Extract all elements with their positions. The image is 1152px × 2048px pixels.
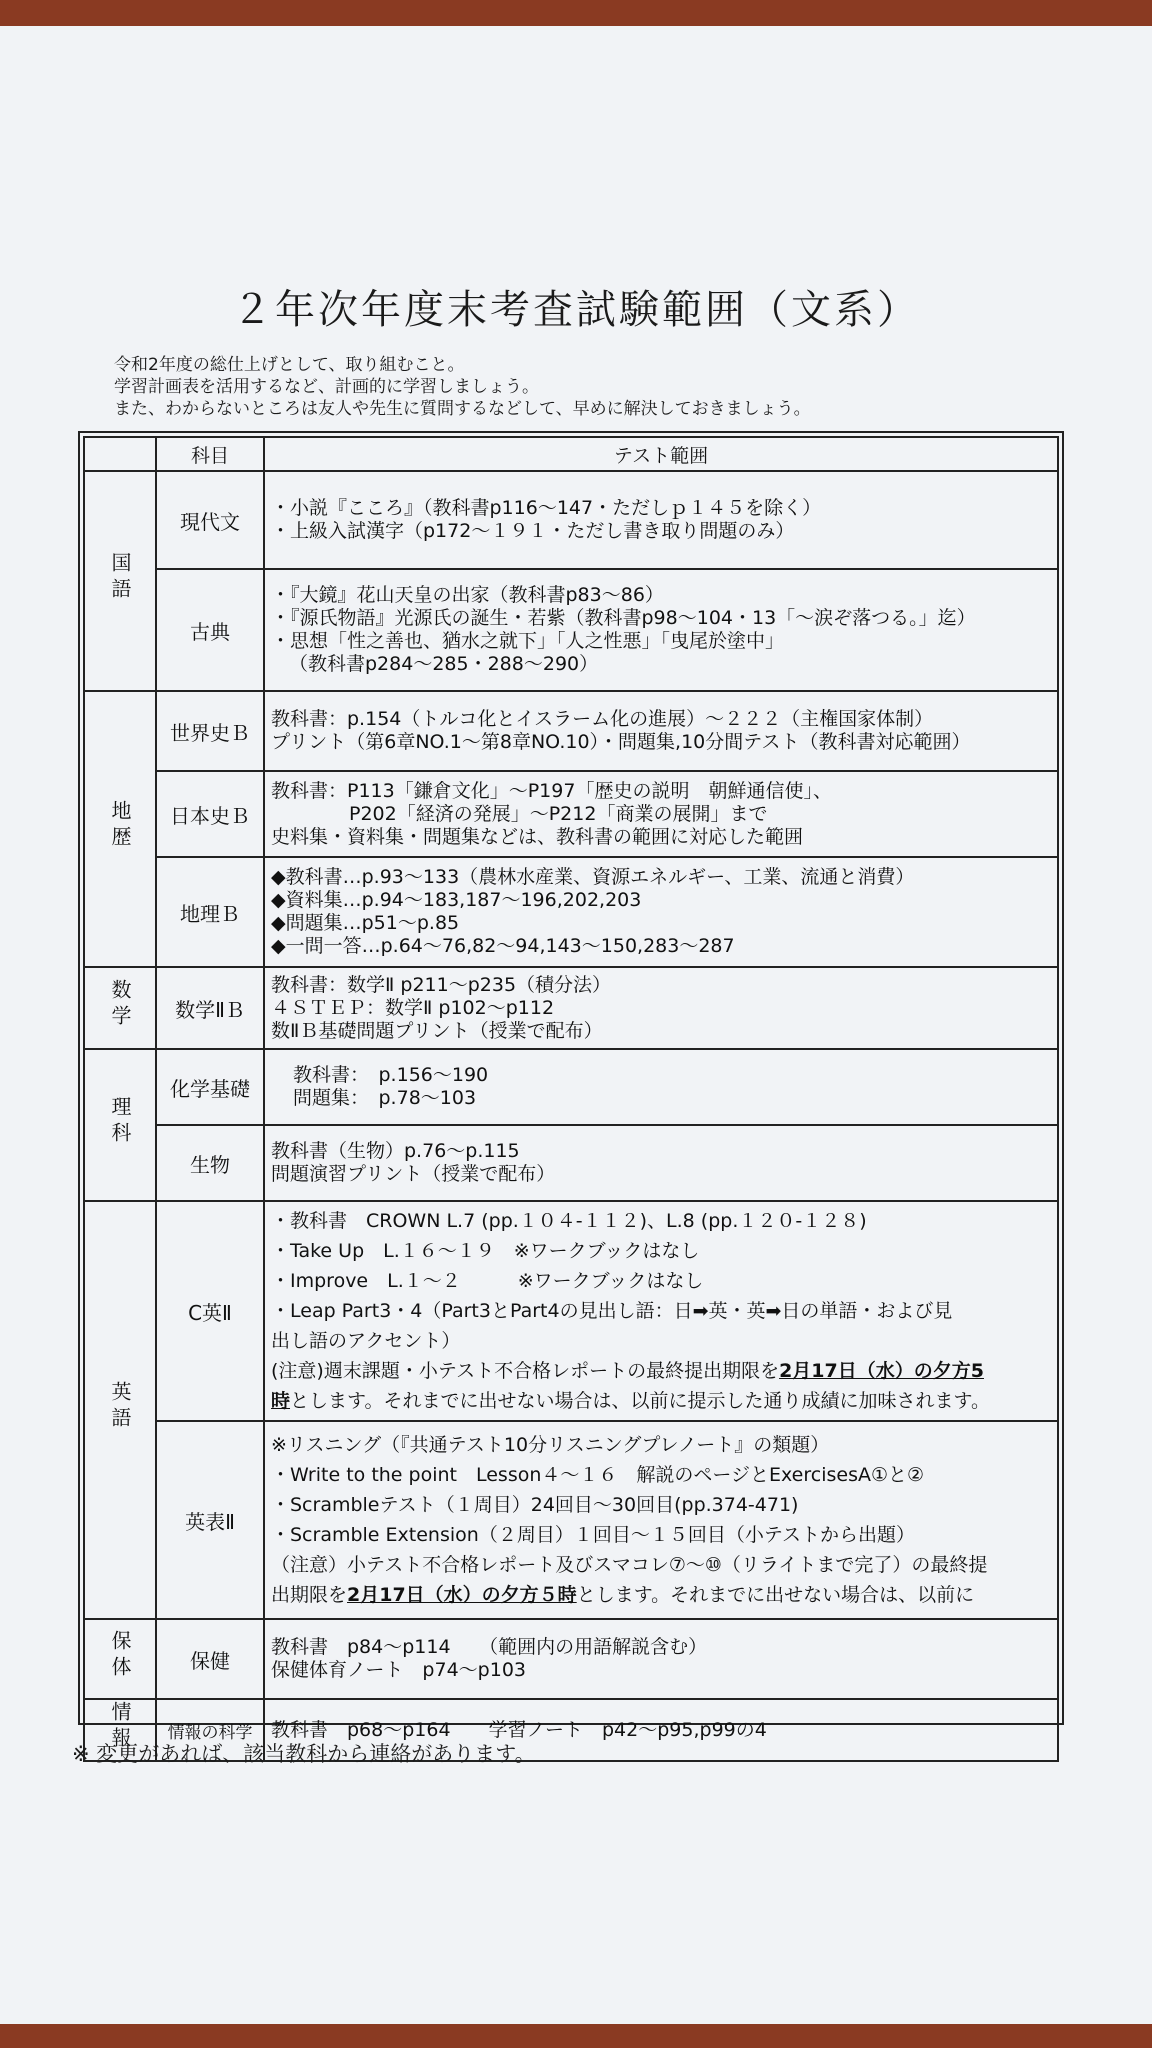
range-line: ・教科書 CROWN L.7 (pp.１０４-１１２)、L.8 (pp.１２０-１２８)	[271, 1210, 867, 1232]
range-line: ・Take Up L.１６～１９ ※ワークブックはなし	[271, 1240, 700, 1262]
range-ceigo	[264, 1201, 1058, 1421]
deadline-note	[271, 1580, 1051, 1610]
category-joho: 情報	[84, 1699, 156, 1761]
table-row	[84, 1049, 1058, 1125]
range-line: （教科書p284～285・288～290）	[289, 653, 599, 675]
category-kokugo: 国語	[84, 471, 156, 691]
note-text: (注意)週末課題・小テスト不合格レポートの最終提出期限を	[271, 1360, 780, 1382]
range-line: ４ＳＴＥＰ：数学Ⅱ p102～p112	[271, 996, 555, 1019]
subject-sugaku: 数学ⅡＢ	[156, 967, 264, 1049]
subject-seibutsu: 生物	[156, 1125, 264, 1201]
range-line: ◆教科書…p.93～133（農林水産業、資源エネルギー、工業、流通と消費）	[271, 866, 915, 888]
range-line: 教科書：P113「鎌倉文化」～P197「歴史の説明 朝鮮通信使」、	[271, 779, 832, 802]
range-line: 教科書：数学Ⅱ p211～p235（積分法）	[271, 973, 612, 996]
category-sugaku: 数学	[84, 967, 156, 1049]
category-hotai: 保体	[84, 1619, 156, 1699]
subject-eihyo: 英表Ⅱ	[156, 1421, 264, 1619]
range-line: 教科書 p68～p164 学習ノート p42～p95,p99の4	[271, 1718, 767, 1741]
note-text: とします。それまでに出せない場合は、以前に提示した通り成績に加味されます。	[290, 1390, 990, 1412]
table-row	[84, 857, 1058, 967]
range-line: ◆問題集…p51～p.85	[271, 912, 460, 934]
category-eigo: 英語	[84, 1201, 156, 1619]
paper-sheet	[0, 26, 1152, 2024]
subject-kagaku: 化学基礎	[156, 1049, 264, 1125]
table-row	[84, 771, 1058, 857]
table-row	[84, 1125, 1058, 1201]
subject-nihonshi: 日本史Ｂ	[156, 771, 264, 857]
deadline-note	[271, 1386, 1051, 1416]
exam-range-table-frame	[78, 431, 1064, 1753]
range-line: 数ⅡＢ基礎問題プリント（授業で配布）	[271, 1019, 603, 1042]
header-subject: 科目	[156, 437, 264, 471]
range-line: ・Write to the point Lesson４～１６ 解説のページとExercisesA①と②	[271, 1464, 925, 1486]
subject-gendaibun: 現代文	[156, 471, 264, 569]
range-sekaishi	[264, 691, 1058, 771]
range-seibutsu	[264, 1125, 1058, 1201]
table-row	[84, 1421, 1058, 1619]
table-row	[84, 569, 1058, 691]
subject-ceigo: C英Ⅱ	[156, 1201, 264, 1421]
intro-line: 令和2年度の総仕上げとして、取り組むこと。	[114, 355, 465, 375]
range-line: ・Improve L.１～２ ※ワークブックはなし	[271, 1270, 704, 1292]
range-eihyo	[264, 1421, 1058, 1619]
subject-hoken: 保健	[156, 1619, 264, 1699]
range-chiri	[264, 857, 1058, 967]
range-kagaku	[264, 1049, 1058, 1125]
deadline-text: 時	[271, 1390, 291, 1412]
subject-joho: 情報の科学	[156, 1699, 264, 1761]
range-line: ・Scrambleテスト（１周目）24回目～30回目(pp.374-471)	[271, 1494, 799, 1516]
table-row	[84, 471, 1058, 569]
range-line: 出し語のアクセント）	[271, 1330, 461, 1352]
range-line: ・小説『こころ』（教科書p116～147・ただしｐ１４５を除く）	[271, 497, 822, 519]
range-koten	[264, 569, 1058, 691]
range-line: 保健体育ノート p74～p103	[271, 1659, 526, 1681]
header-range: テスト範囲	[264, 437, 1058, 471]
range-line: 教科書（生物）p.76～p.115	[271, 1140, 520, 1162]
subject-chiri: 地理Ｂ	[156, 857, 264, 967]
range-line: ・上級入試漢字（p172～１９１・ただし書き取り問題のみ）	[271, 520, 795, 542]
intro-line: また、わからないところは友人や先生に質問するなどして、早めに解決しておきましょう。	[114, 399, 811, 419]
range-line: ・思想「性之善也、猶水之就下」「人之性悪」「曳尾於塗中」	[271, 630, 785, 652]
intro-text	[114, 354, 811, 420]
note-text: とします。それまでに出せない場合は、以前に	[576, 1584, 975, 1606]
exam-range-table	[83, 436, 1059, 1762]
range-line: ◆資料集…p.94～183,187～196,202,203	[271, 889, 642, 911]
range-line: ・『大鏡』花山天皇の出家（教科書p83～86）	[271, 584, 664, 606]
range-line: 教科書 p84～p114 （範囲内の用語解説含む）	[271, 1636, 708, 1658]
note-text: 出期限を	[271, 1584, 348, 1606]
table-row	[84, 1619, 1058, 1699]
range-line: 史料集・資料集・問題集などは、教科書の範囲に対応した範囲	[271, 825, 804, 848]
deadline-note	[271, 1356, 1051, 1386]
subject-koten: 古典	[156, 569, 264, 691]
table-row	[84, 691, 1058, 771]
range-nihonshi	[264, 771, 1058, 857]
range-line: ◆一問一答…p.64～76,82～94,143～150,283～287	[271, 935, 735, 957]
table-header-row	[84, 437, 1058, 471]
subject-sekaishi: 世界史Ｂ	[156, 691, 264, 771]
range-line: （注意）小テスト不合格レポート及びスマコレ⑦～⑩（リライトまで完了）の最終提	[271, 1554, 988, 1576]
range-line: P202「経済の発展」～P212「商業の展開」まで	[349, 802, 768, 825]
header-category	[84, 437, 156, 471]
range-line: ・Scramble Extension（２周目）１回目～１５回目（小テストから出題）	[271, 1524, 916, 1546]
range-line: ・『源氏物語』光源氏の誕生・若紫（教科書p98～104・13「～涙ぞ落つる。」迄）	[271, 607, 976, 629]
range-hoken	[264, 1619, 1058, 1699]
category-rika: 理科	[84, 1049, 156, 1201]
range-sugaku	[264, 967, 1058, 1049]
page-title: ２年次年度末考査試験範囲（文系）	[232, 287, 920, 333]
range-line: 問題集： p.78～103	[293, 1087, 477, 1109]
range-line: ・Leap Part3・4（Part3とPart4の見出し語：日➡英・英➡日の単語・および見	[271, 1300, 953, 1322]
deadline-text: 2月17日（水）の夕方5	[779, 1360, 984, 1382]
range-line: ※リスニング（『共通テスト10分リスニングプレノート』の類題）	[271, 1434, 830, 1456]
table-row	[84, 1201, 1058, 1421]
range-line: 問題演習プリント（授業で配布）	[271, 1163, 556, 1185]
intro-line: 学習計画表を活用するなど、計画的に学習しましょう。	[114, 377, 539, 397]
deadline-text: 2月17日（水）の夕方５時	[347, 1584, 577, 1606]
range-line: 教科書： p.156～190	[293, 1064, 489, 1086]
range-line: プリント（第6章NO.1～第8章NO.10）・問題集,10分間テスト（教科書対応範囲）	[271, 731, 971, 753]
range-line: 教科書：p.154（トルコ化とイスラーム化の進展）～２２２（主権国家体制）	[271, 708, 934, 730]
table-row	[84, 967, 1058, 1049]
footnote: ※ 変更があれば、該当教科から連絡があります。	[72, 1742, 536, 1766]
category-chireki: 地歴	[84, 691, 156, 967]
range-gendaibun	[264, 471, 1058, 569]
